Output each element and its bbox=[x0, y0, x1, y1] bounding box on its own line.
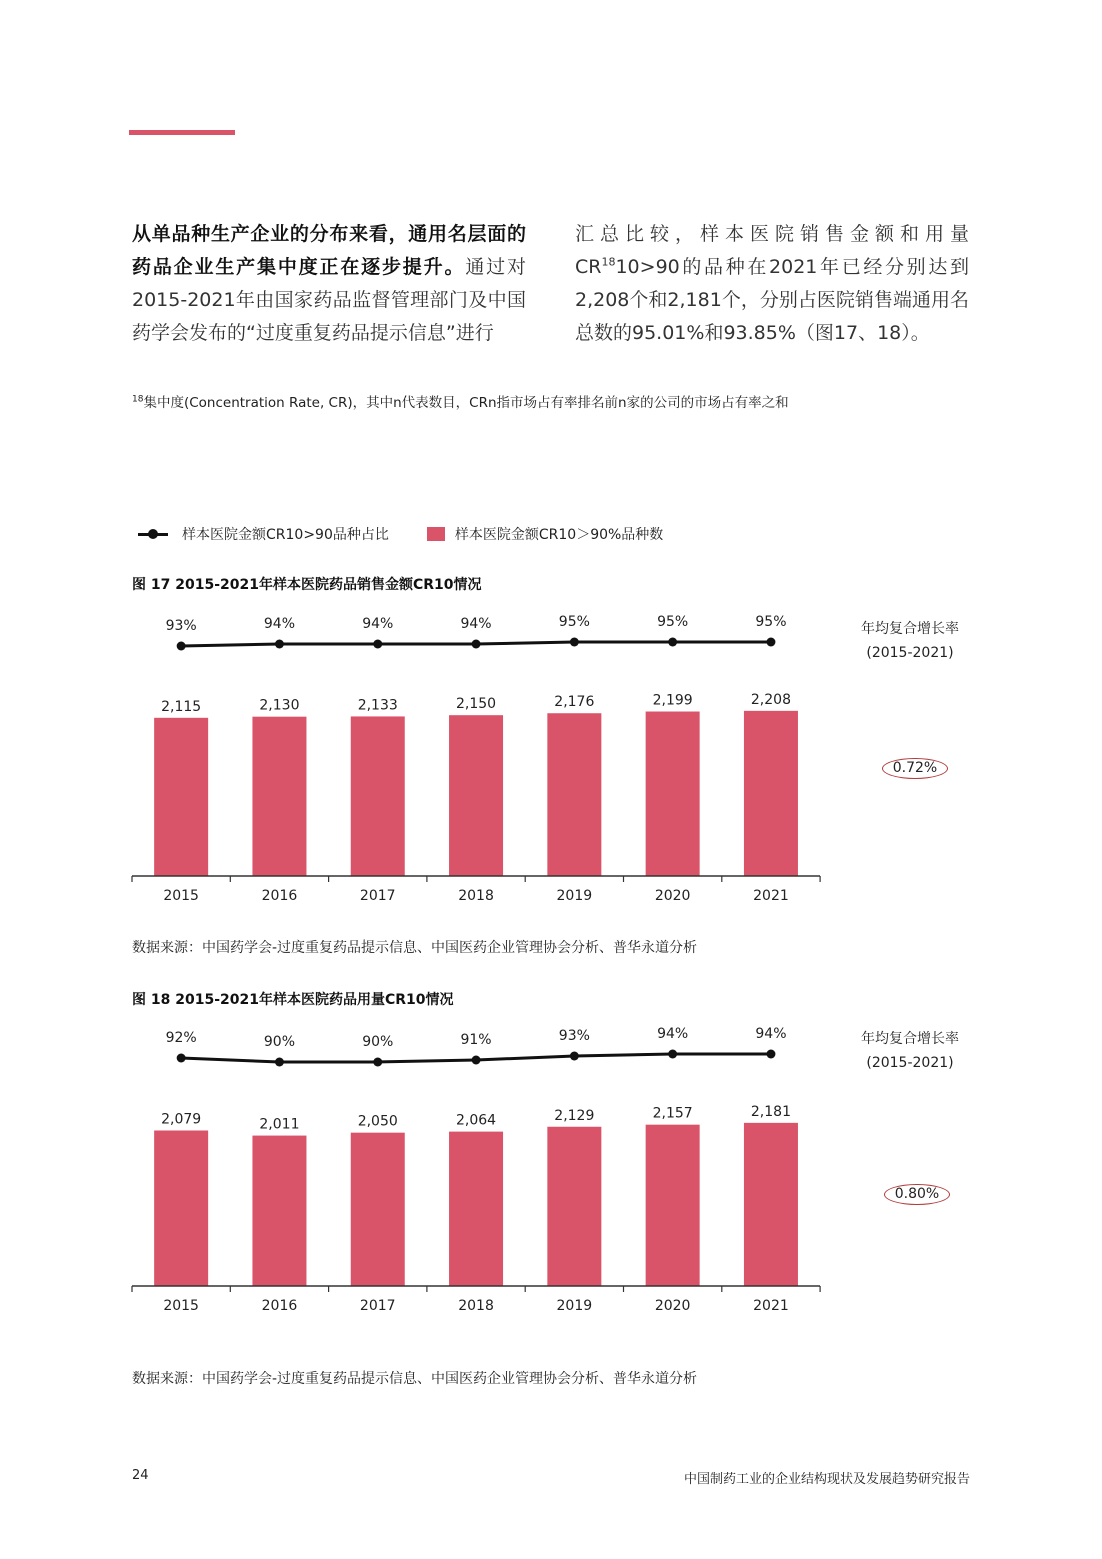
share-value-label: 95% bbox=[558, 614, 590, 630]
x-tick-label: 2018 bbox=[458, 1298, 494, 1314]
share-point-2016 bbox=[275, 640, 284, 649]
bar-value-label: 2,157 bbox=[652, 1105, 693, 1122]
bar-value-label: 2,129 bbox=[554, 1107, 595, 1124]
figure-17-title: 图 17 2015-2021年样本医院药品销售金额CR10情况 bbox=[132, 577, 482, 593]
bar-2021 bbox=[744, 711, 798, 876]
bar-value-label: 2,011 bbox=[259, 1116, 300, 1133]
share-value-label: 95% bbox=[755, 614, 787, 630]
share-point-2019 bbox=[570, 1052, 579, 1061]
report-title: 中国制药工业的企业结构现状及发展趋势研究报告 bbox=[683, 1472, 970, 1487]
share-point-2019 bbox=[570, 638, 579, 647]
x-tick-label: 2018 bbox=[458, 888, 494, 904]
bar-value-label: 2,079 bbox=[161, 1111, 202, 1128]
cagr-label-line2: (2015-2021) bbox=[866, 1055, 954, 1071]
legend-bar-label: 样本医院金额CR10＞90%品种数 bbox=[454, 527, 664, 543]
share-point-2020 bbox=[668, 638, 677, 647]
x-tick-label: 2016 bbox=[261, 888, 298, 904]
share-value-label: 94% bbox=[657, 1026, 689, 1042]
bar-2020 bbox=[646, 1125, 700, 1286]
bar-2019 bbox=[547, 713, 601, 876]
share-point-2017 bbox=[373, 640, 382, 649]
x-tick-label: 2020 bbox=[654, 888, 691, 904]
bar-2015 bbox=[154, 1130, 208, 1286]
share-value-label: 93% bbox=[558, 1028, 590, 1044]
bar-value-label: 2,130 bbox=[259, 697, 300, 714]
share-point-2018 bbox=[472, 1056, 481, 1065]
cagr-label-line1: 年均复合增长率 bbox=[861, 621, 959, 637]
share-value-label: 94% bbox=[362, 616, 394, 632]
share-value-label: 93% bbox=[165, 618, 197, 634]
bar-2016 bbox=[252, 1136, 306, 1286]
bar-value-label: 2,050 bbox=[357, 1113, 398, 1130]
footnote-marker: 18 bbox=[132, 394, 144, 405]
bar-value-label: 2,181 bbox=[750, 1103, 791, 1120]
intro-bold-text: 从单品种生产企业的分布来看，通用名层面的药品企业生产集中度正在逐步提升。 bbox=[132, 223, 526, 278]
page-number: 24 bbox=[132, 1468, 149, 1483]
share-point-2021 bbox=[766, 638, 775, 647]
figure-18-cagr-badge: 0.80% bbox=[884, 1184, 950, 1205]
bar-2017 bbox=[351, 716, 405, 876]
bar-value-label: 2,199 bbox=[652, 692, 693, 709]
x-tick-label: 2017 bbox=[359, 888, 396, 904]
intro-normal-text: 通过对2015-2021年由国家药品监督管理部门及中国药学会发布的“过度重复药品提示信息”进行 bbox=[132, 256, 526, 344]
legend-line-swatch bbox=[138, 533, 168, 536]
figure-17-source: 数据来源：中国药学会-过度重复药品提示信息、中国医药企业管理协会分析、普华永道分析 bbox=[132, 940, 698, 956]
share-value-label: 90% bbox=[362, 1034, 394, 1050]
legend-line-label: 样本医院金额CR10>90品种占比 bbox=[182, 527, 389, 543]
share-point-2017 bbox=[373, 1058, 382, 1067]
x-tick-label: 2017 bbox=[359, 1298, 396, 1314]
bar-value-label: 2,150 bbox=[456, 696, 497, 713]
x-tick-label: 2021 bbox=[753, 888, 789, 904]
share-point-2015 bbox=[177, 1054, 186, 1063]
intro-right-post: 10>90的品种在2021年已经分别达到2,208个和2,181个，分别占医院销售端通用名总数的95.01%和93.85%（图17、18）。 bbox=[575, 256, 969, 344]
intro-right-pre: 汇总比较，样本医院销售金额和用量CR bbox=[575, 223, 969, 278]
bar-value-label: 2,208 bbox=[750, 691, 791, 708]
share-point-2020 bbox=[668, 1050, 677, 1059]
share-value-label: 95% bbox=[657, 614, 689, 630]
share-value-label: 90% bbox=[263, 1034, 296, 1050]
footnote-ref: 18 bbox=[601, 255, 616, 269]
figure-18-title: 图 18 2015-2021年样本医院药品用量CR10情况 bbox=[132, 992, 454, 1008]
x-tick-label: 2019 bbox=[556, 888, 593, 904]
bar-value-label: 2,115 bbox=[161, 698, 202, 715]
legend-bar-swatch bbox=[427, 527, 445, 541]
footnote bbox=[132, 391, 789, 411]
share-value-label: 91% bbox=[460, 1032, 492, 1048]
accent-rule bbox=[129, 130, 235, 135]
figure-18-cagr-label bbox=[838, 1027, 982, 1075]
x-tick-label: 2021 bbox=[753, 1298, 789, 1314]
bar-2019 bbox=[547, 1127, 601, 1286]
bar-2015 bbox=[154, 718, 208, 876]
share-point-2016 bbox=[275, 1058, 284, 1067]
chart-legend bbox=[138, 523, 663, 545]
bar-2017 bbox=[351, 1133, 405, 1286]
share-point-2018 bbox=[472, 640, 481, 649]
figure-17-cagr-label bbox=[838, 617, 982, 665]
x-tick-label: 2020 bbox=[654, 1298, 691, 1314]
bar-2020 bbox=[646, 712, 700, 876]
bar-value-label: 2,176 bbox=[554, 694, 595, 711]
intro-paragraph-left bbox=[132, 218, 526, 350]
x-tick-label: 2016 bbox=[261, 1298, 298, 1314]
bar-value-label: 2,133 bbox=[357, 697, 398, 714]
x-tick-label: 2019 bbox=[556, 1298, 593, 1314]
share-value-label: 94% bbox=[755, 1026, 787, 1042]
intro-paragraph-right bbox=[575, 218, 969, 350]
footnote-text: 集中度(Concentration Rate, CR)，其中n代表数目，CRn指市场占有率排名前n家的公司的市场占有率之和 bbox=[143, 395, 789, 411]
share-value-label: 94% bbox=[460, 616, 492, 632]
figure-18-source: 数据来源：中国药学会-过度重复药品提示信息、中国医药企业管理协会分析、普华永道分析 bbox=[132, 1371, 698, 1387]
x-tick-label: 2015 bbox=[163, 1298, 199, 1314]
x-tick-label: 2015 bbox=[163, 888, 199, 904]
cagr-label-line2: (2015-2021) bbox=[866, 645, 954, 661]
figure-17-cagr-badge: 0.72% bbox=[882, 758, 948, 779]
bar-2021 bbox=[744, 1123, 798, 1286]
bar-2018 bbox=[449, 1132, 503, 1286]
share-point-2015 bbox=[177, 642, 186, 651]
bar-2018 bbox=[449, 715, 503, 876]
bar-2016 bbox=[252, 717, 306, 876]
share-value-label: 94% bbox=[263, 616, 296, 632]
share-value-label: 92% bbox=[165, 1030, 197, 1046]
cagr-label-line1: 年均复合增长率 bbox=[861, 1031, 959, 1047]
share-point-2021 bbox=[766, 1050, 775, 1059]
bar-value-label: 2,064 bbox=[456, 1112, 497, 1129]
